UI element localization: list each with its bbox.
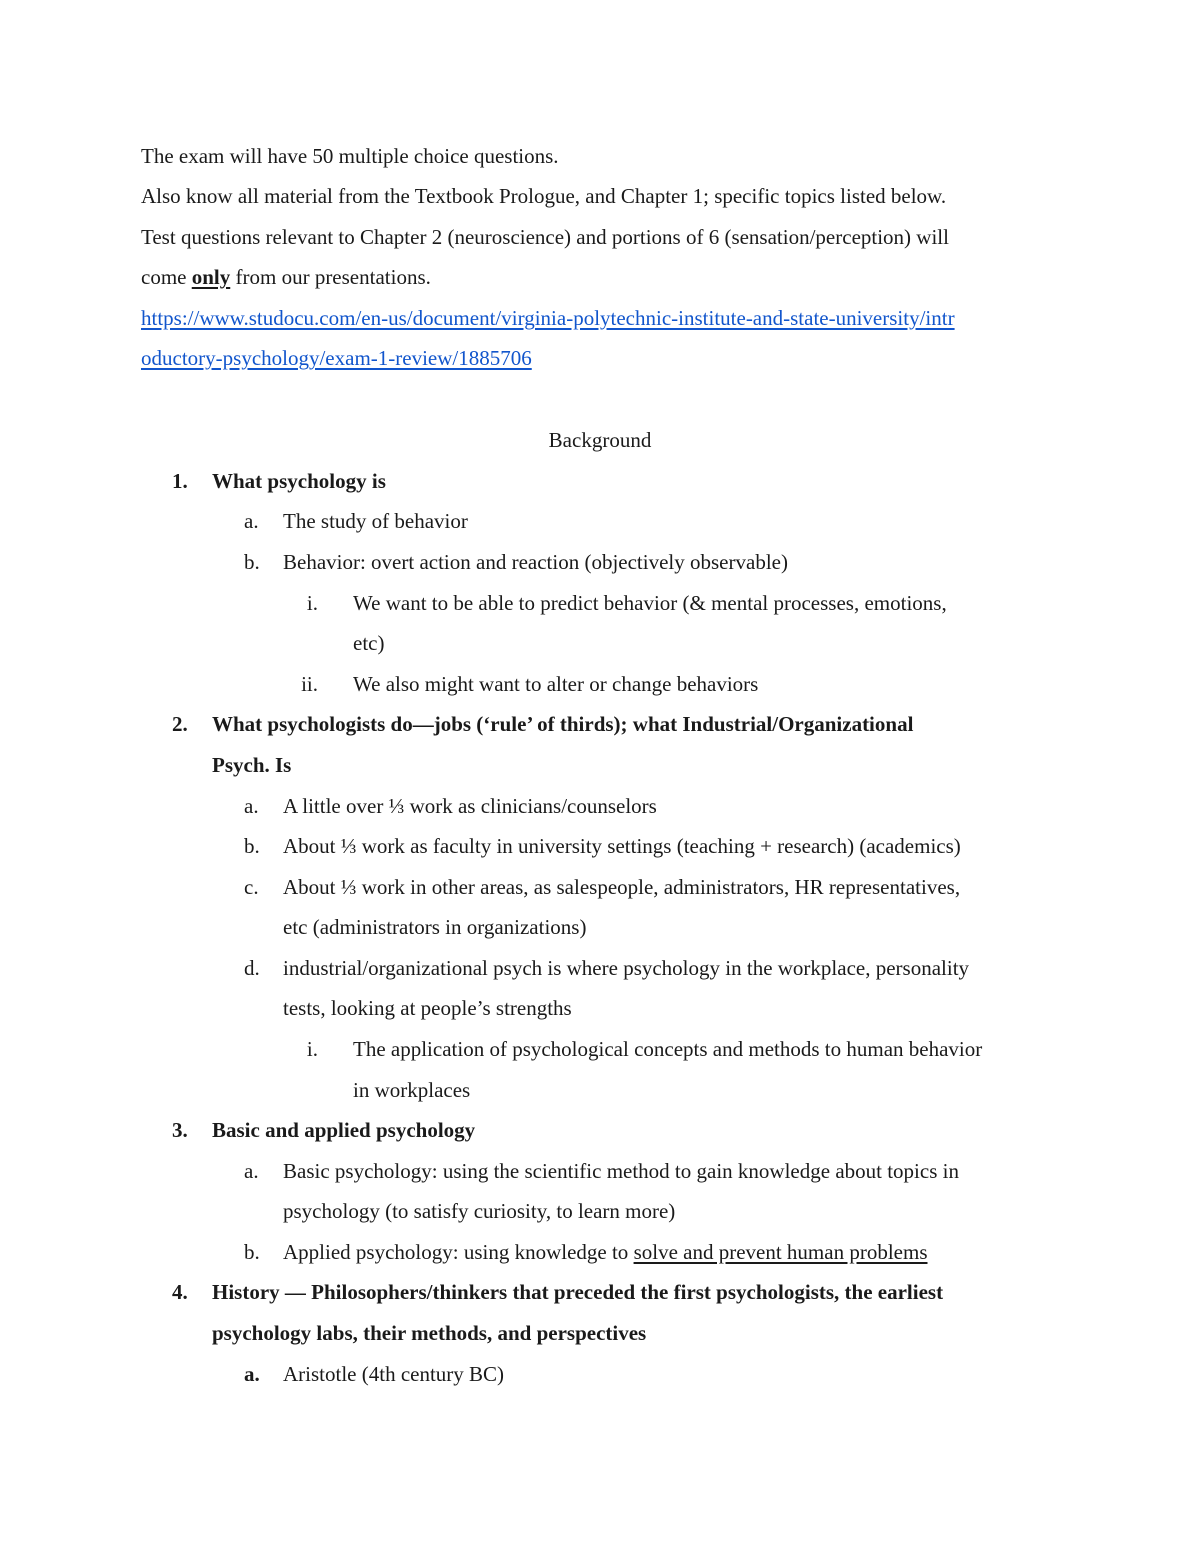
sub-item-text: Aristotle (4th century BC) (283, 1362, 505, 1386)
roman-item-text: The application of psychological concepts and methods to human behavior (353, 1037, 983, 1061)
item-heading: History –– Philosophers/thinkers that preceded the first psychologists, the earliest (212, 1280, 944, 1304)
studocu-link-line1[interactable]: https://www.studocu.com/en-us/document/virginia-polytechnic-institute-and-state-university/intr (141, 306, 955, 330)
item-number: 4. (172, 1280, 188, 1304)
sub-marker: a. (244, 1362, 260, 1386)
roman-marker: i. (306, 1037, 318, 1061)
intro-presentations-text: from our presentations. (230, 265, 431, 289)
sub-marker: b. (244, 1240, 260, 1264)
item-heading: What psychology is (212, 469, 386, 493)
sub-item-text: Behavior: overt action and reaction (objectively observable) (283, 550, 788, 574)
sub-item-text: A little over ⅓ work as clinicians/counselors (283, 794, 657, 818)
section-title-background: Background (548, 428, 652, 452)
sub-marker: c. (244, 875, 259, 899)
applied-psych-underlined: solve and prevent human problems (633, 1240, 928, 1264)
sub-item-text: Basic psychology: using the scientific method to gain knowledge about topics in (283, 1159, 959, 1183)
sub-marker: a. (244, 1159, 259, 1183)
roman-marker: ii. (301, 672, 318, 696)
sub-item-text: The study of behavior (283, 509, 468, 533)
intro-come-text: come (141, 265, 192, 289)
item-heading: Basic and applied psychology (212, 1118, 476, 1142)
sub-item-text-cont: psychology (to satisfy curiosity, to learn more) (283, 1199, 676, 1223)
sub-item-text: industrial/organizational psych is where psychology in the workplace, personality (283, 956, 970, 980)
applied-psych-text: Applied psychology: using knowledge to (283, 1240, 634, 1264)
roman-marker: i. (306, 591, 318, 615)
sub-marker: b. (244, 550, 260, 574)
intro-line-exam-count: The exam will have 50 multiple choice questions. (141, 144, 559, 168)
roman-item-text-cont: in workplaces (353, 1078, 471, 1102)
item-number: 2. (172, 712, 188, 736)
roman-item-text-cont: etc) (353, 631, 385, 655)
sub-marker: a. (244, 794, 259, 818)
sub-marker: a. (244, 509, 259, 533)
intro-only-emphasis: only (191, 265, 231, 289)
sub-item-text (283, 1242, 928, 1263)
item-number: 3. (172, 1118, 188, 1142)
roman-item-text: We want to be able to predict behavior (& mental processes, emotions, (353, 591, 947, 615)
sub-marker: d. (244, 956, 260, 980)
roman-item-text: We also might want to alter or change behaviors (353, 672, 759, 696)
item-heading: What psychologists do—jobs (‘rule’ of thirds); what Industrial/Organizational (212, 712, 914, 736)
item-number: 1. (172, 469, 188, 493)
intro-line-material: Also know all material from the Textbook Prologue, and Chapter 1; specific topics listed below. (141, 184, 947, 208)
sub-item-text: About ⅓ work as faculty in university settings (teaching + research) (academics) (283, 834, 961, 858)
sub-item-text-cont: etc (administrators in organizations) (283, 915, 587, 939)
intro-line-test-questions: Test questions relevant to Chapter 2 (neuroscience) and portions of 6 (sensation/perception) will (141, 225, 949, 249)
studocu-link-line2[interactable]: oductory-psychology/exam-1-review/1885706 (141, 346, 532, 370)
item-heading-cont: Psych. Is (212, 753, 292, 777)
item-heading-cont: psychology labs, their methods, and perspectives (212, 1321, 647, 1345)
sub-item-text-cont: tests, looking at people’s strengths (283, 996, 572, 1020)
sub-marker: b. (244, 834, 260, 858)
intro-line-presentations (141, 267, 431, 288)
sub-item-text: About ⅓ work in other areas, as salespeople, administrators, HR representatives, (283, 875, 961, 899)
